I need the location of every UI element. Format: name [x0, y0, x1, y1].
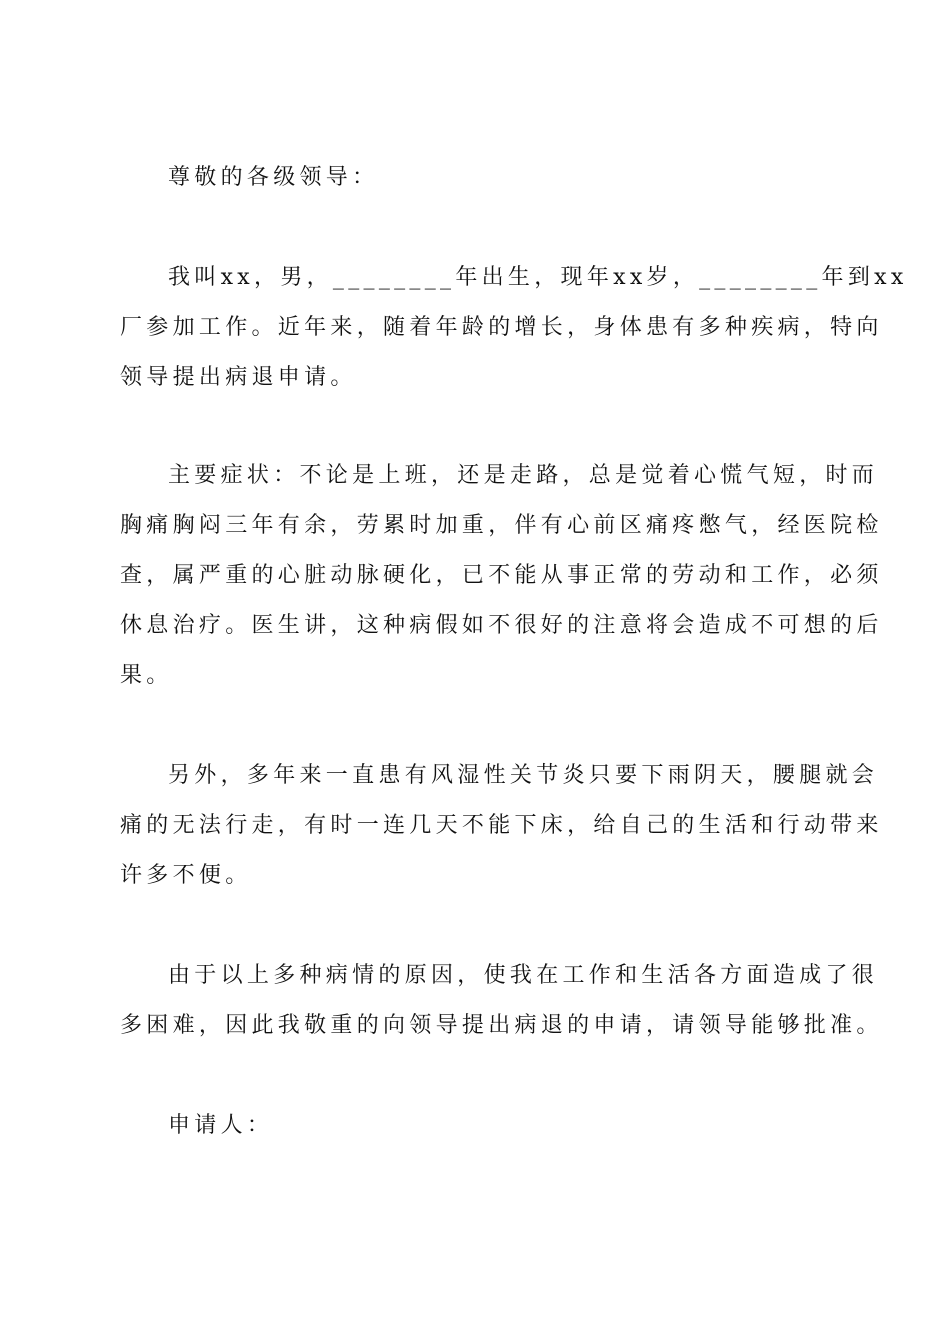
paragraph-2-line-5: 果。: [120, 663, 173, 688]
paragraph-2-line-1: 主要症状：不论是上班，还是走路，总是觉着心慌气短，时而: [168, 463, 879, 488]
paragraph-1-line-1: 我叫xx，男，________年出生，现年xx岁，________年到xx: [168, 265, 908, 290]
salutation: 尊敬的各级领导：: [168, 165, 379, 190]
paragraph-4-line-1: 由于以上多种病情的原因，使我在工作和生活各方面造成了很: [168, 963, 879, 988]
paragraph-2-line-2: 胸痛胸闷三年有余，劳累时加重，伴有心前区痛疼憋气，经医院检: [120, 513, 883, 538]
paragraph-1-line-3: 领导提出病退申请。: [120, 365, 357, 390]
paragraph-4-line-2: 多困难，因此我敬重的向领导提出病退的申请，请领导能够批准。: [120, 1013, 883, 1038]
paragraph-3-line-2: 痛的无法行走，有时一连几天不能下床，给自己的生活和行动带来: [120, 813, 883, 838]
paragraph-3-line-3: 许多不便。: [120, 863, 252, 888]
paragraph-2-line-4: 休息治疗。医生讲，这种病假如不很好的注意将会造成不可想的后: [120, 613, 883, 638]
paragraph-2-line-3: 查，属严重的心脏动脉硬化，已不能从事正常的劳动和工作，必须: [120, 563, 883, 588]
paragraph-3-line-1: 另外，多年来一直患有风湿性关节炎只要下雨阴天，腰腿就会: [168, 763, 879, 788]
signature-label: 申请人：: [168, 1113, 274, 1138]
paragraph-1-line-2: 厂参加工作。近年来，随着年龄的增长，身体患有多种疾病，特向: [120, 315, 883, 340]
